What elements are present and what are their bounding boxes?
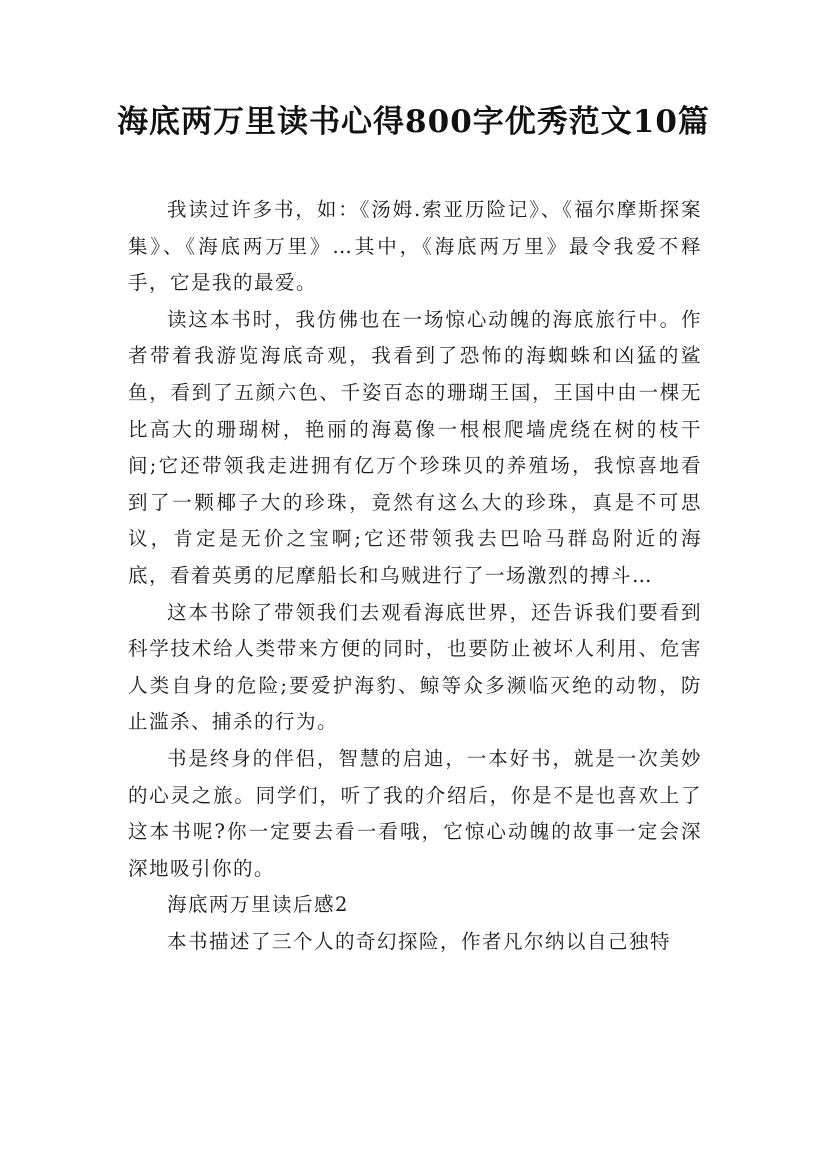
paragraph-intro: 我读过许多书，如：《汤姆.索亚历险记》、《福尔摩斯探案集》、《海底两万里》…其中，《海底两万里》最令我爱不释手，它是我的最爱。 — [128, 198, 702, 295]
paragraph-second-essay-start: 本书描述了三个人的奇幻探险，作者凡尔纳以自己独特 — [167, 929, 672, 953]
paragraph-conclusion: 书是终身的伴侣，智慧的启迪，一本好书，就是一次美妙的心灵之旅。同学们，听了我的介绍后，你是不是也喜欢上了这本书呢?你一定要去看一看哦，它惊心动魄的故事一定会深深地吸引你的。 — [128, 746, 702, 880]
section-subheading: 海底两万里读后感2 — [167, 893, 349, 917]
document-title: 海底两万里读书心得800字优秀范文10篇 — [117, 104, 710, 140]
paragraph-lesson: 这本书除了带领我们去观看海底世界，还告诉我们要看到科学技术给人类带来方便的同时，也要防止被坏人利用、危害人类自身的危险;要爱护海豹、鲸等众多濒临灭绝的动物，防止滥杀、捕杀的行为。 — [128, 600, 702, 734]
paragraph-journey: 读这本书时，我仿佛也在一场惊心动魄的海底旅行中。作者带着我游览海底奇观，我看到了恐怖的海蜘蛛和凶猛的鲨鱼，看到了五颜六色、千姿百态的珊瑚王国，王国中由一棵无比高大的珊瑚树，艳丽的海葛像一根根爬墙虎绕在树的枝干间;它还带领我走进拥有亿万个珍珠贝的养殖场，我惊喜地看到了一颗椰子大的珍珠，竟然有这么大的珍珠，真是不可思议，肯定是无价之宝啊;它还带领我去巴哈马群岛附近的海底，看着英勇的尼摩船长和乌贼进行了一场激烈的搏斗… — [128, 307, 702, 587]
document-body — [128, 192, 702, 960]
